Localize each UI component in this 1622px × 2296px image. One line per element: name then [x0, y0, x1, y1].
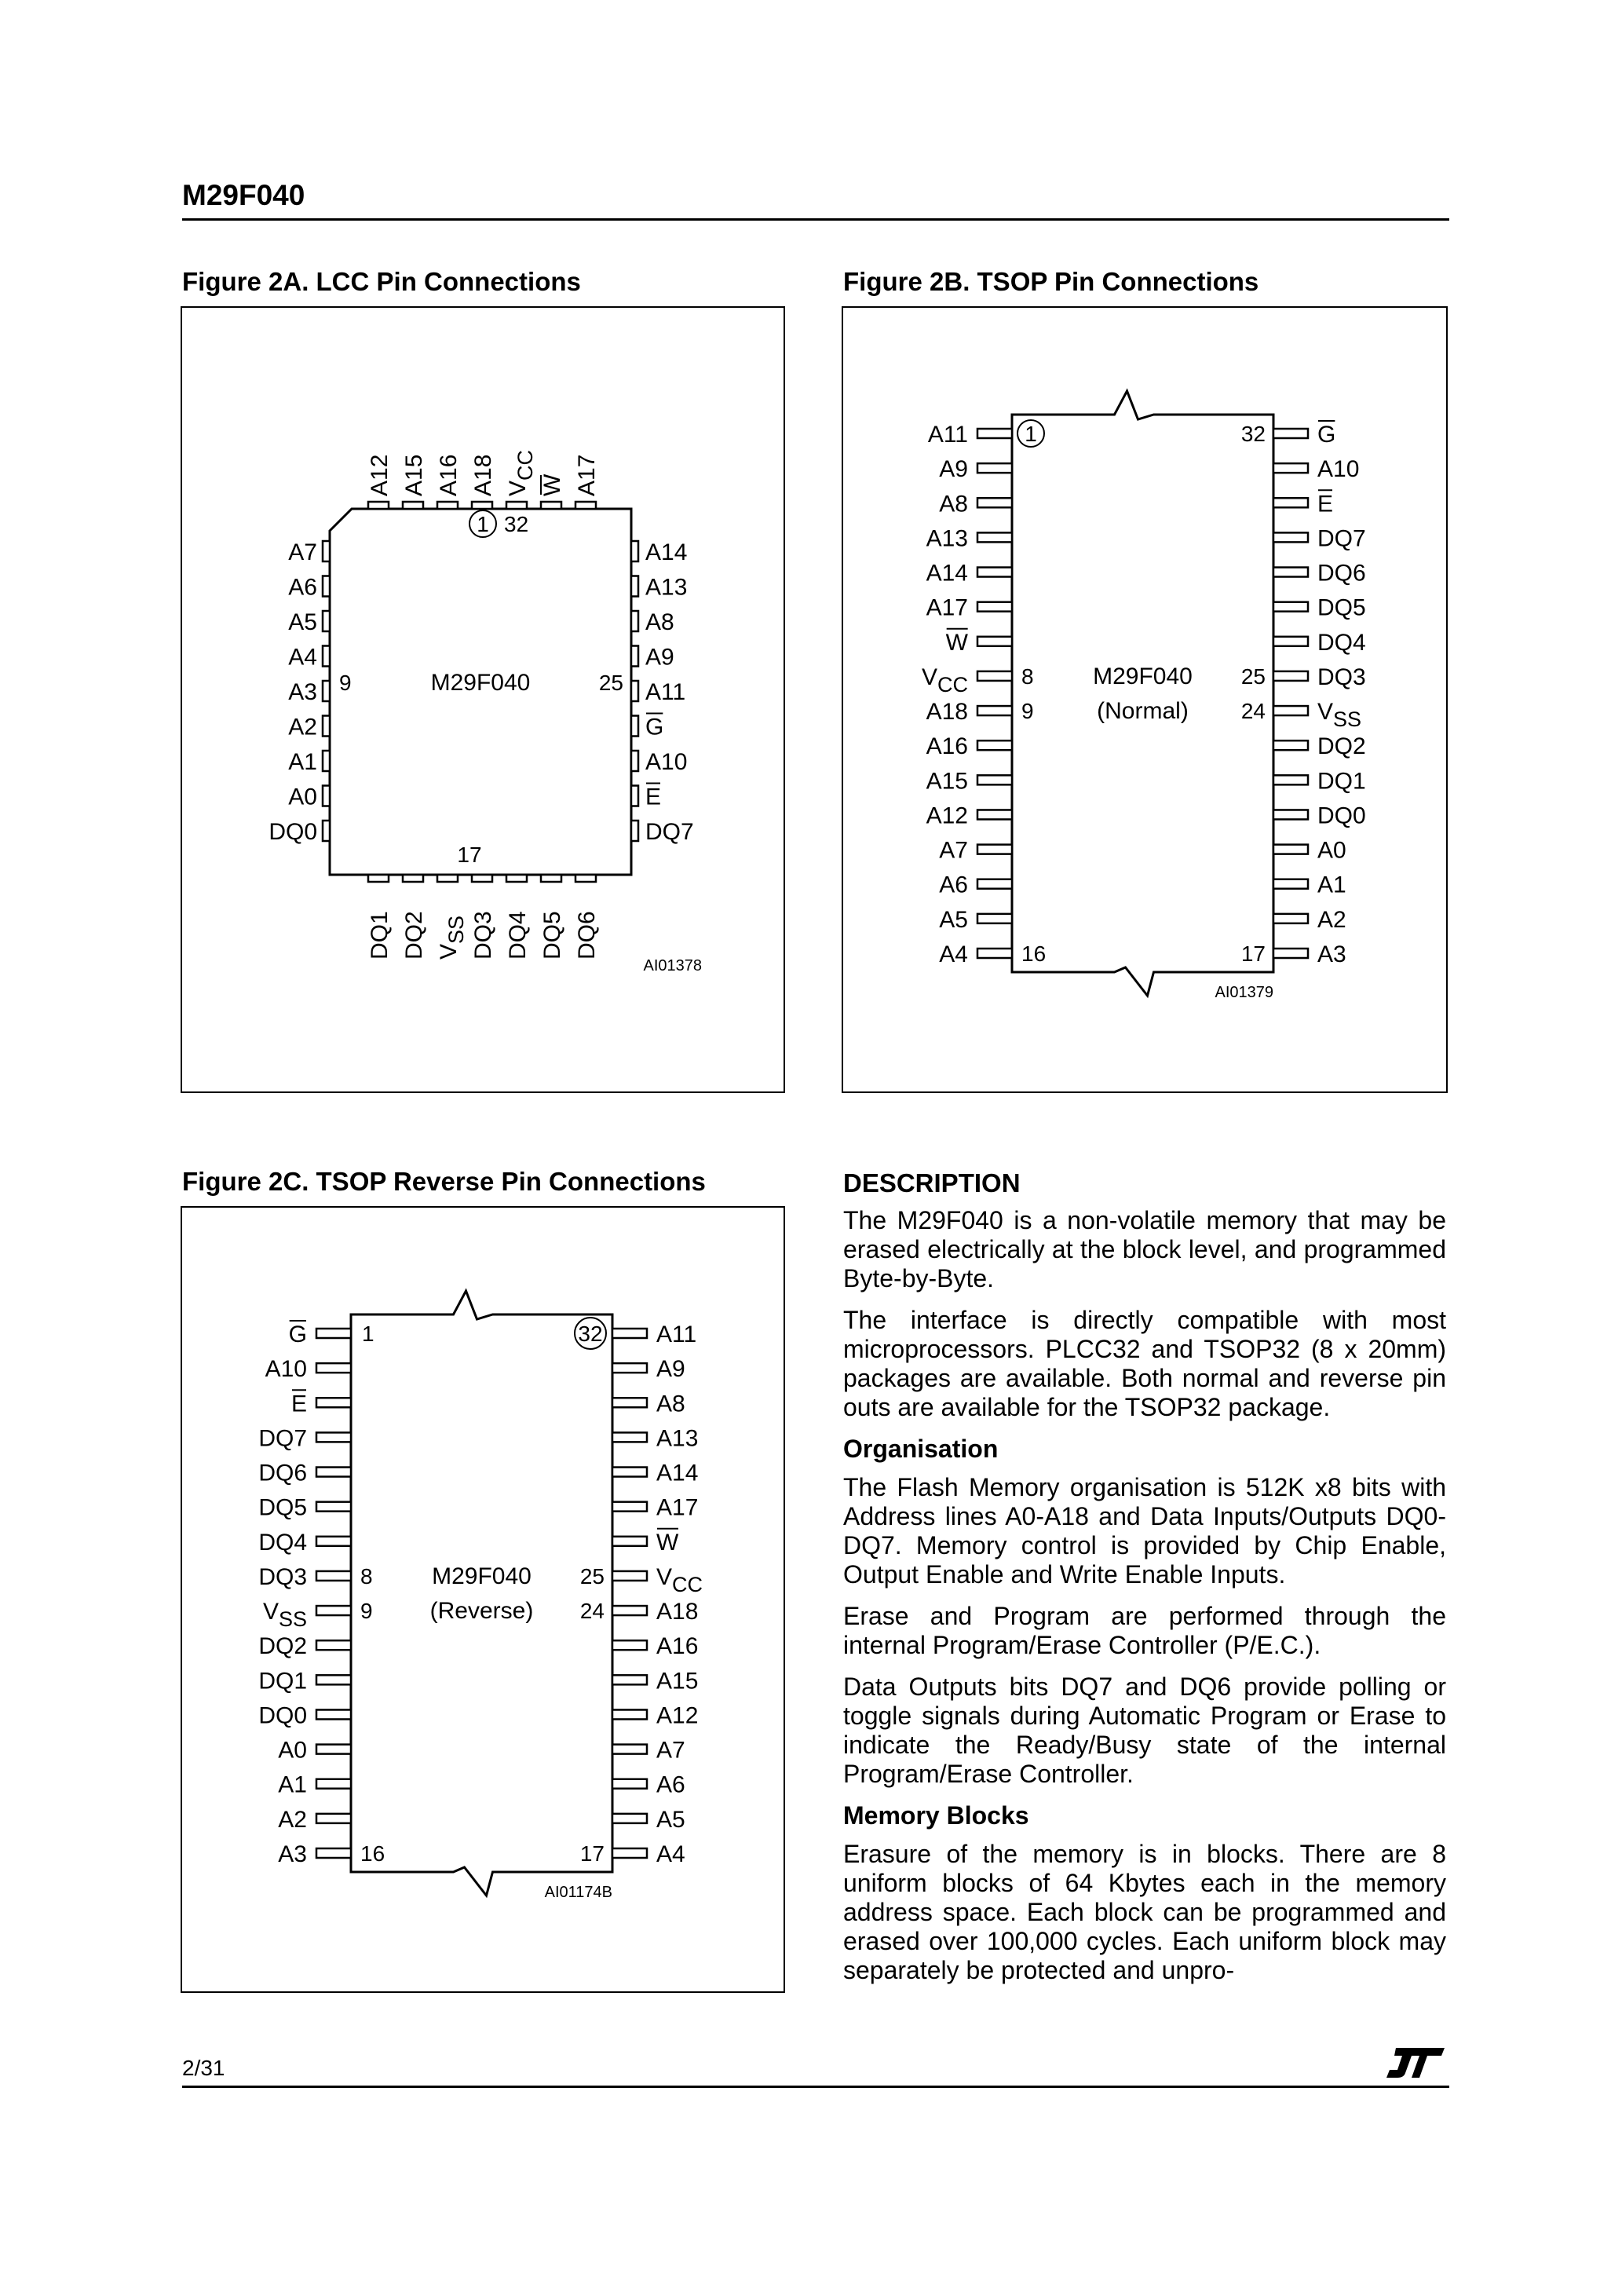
tsop-rev-right-pin [612, 1571, 647, 1581]
lcc-right-pin-label-a9: A9 [645, 644, 674, 671]
lcc-right-pin-label-a11: A11 [645, 679, 686, 705]
lcc-left-pin [323, 611, 330, 631]
figure-2c-box [181, 1206, 785, 1993]
tsop-left-pin [977, 740, 1012, 750]
lcc-bottom-pin-label-vss: VSS [436, 915, 468, 960]
tsop-left-pin [977, 810, 1012, 819]
tsop-left-pin-label-a9: A9 [939, 456, 968, 483]
tsop-right-pin-label-g: G [1317, 422, 1336, 448]
tsop-right-pin-label-dq2: DQ2 [1317, 733, 1366, 760]
tsop-left-pin [977, 637, 1012, 646]
tsop-rev-right-pin [612, 1745, 647, 1754]
lcc-left-pin-label-a4: A4 [288, 644, 317, 671]
tsop-rev-left-pin-label-dq0: DQ0 [258, 1702, 307, 1729]
lcc-left-pin [323, 821, 330, 841]
lcc-left-pin-label-a7: A7 [288, 539, 317, 565]
tsop-rev-right-pin [612, 1432, 647, 1442]
tsop-left-pin-label-vcc: VCC [921, 664, 968, 696]
tsop-right-pin-label-dq1: DQ1 [1317, 768, 1366, 795]
lcc-left-pin [323, 541, 330, 561]
tsop-rev-chip-name: M29F040 [432, 1563, 532, 1589]
lcc-bottom-pin [403, 875, 423, 882]
tsop-left-pin [977, 498, 1012, 507]
lcc-left-pin-label-a3: A3 [288, 679, 317, 705]
tsop-rev-left-pin [316, 1709, 351, 1719]
tsop-right-pin-label-a3: A3 [1317, 941, 1346, 967]
lcc-top-pin-label-a12: A12 [367, 454, 393, 496]
tsop-rev-left-pin-label-a3: A3 [278, 1841, 307, 1867]
lcc-left-pin [323, 786, 330, 806]
memory-blocks-heading: Memory Blocks [843, 1801, 1029, 1830]
tsop-rev-right-pin-label-a5: A5 [656, 1806, 685, 1833]
tsop-pin-9-number: 9 [1021, 699, 1034, 724]
tsop-rev-right-pin-label-vcc: VCC [656, 1563, 703, 1596]
tsop-rev-right-pin [612, 1329, 647, 1338]
tsop-rev-right-pin-label-a13: A13 [656, 1425, 699, 1452]
lcc-right-pin [631, 716, 638, 737]
lcc-right-pin-label-g: G [645, 714, 664, 740]
tsop-rev-right-pin [612, 1537, 647, 1546]
lcc-right-pin [631, 576, 638, 597]
tsop-pin-25-number: 25 [1240, 664, 1266, 689]
tsop-left-pin [977, 671, 1012, 681]
tsop-rev-left-pin-label-dq5: DQ5 [258, 1494, 307, 1521]
tsop-rev-right-pin-label-a18: A18 [656, 1599, 699, 1625]
lcc-pin-25-number: 25 [598, 671, 623, 695]
lcc-top-pin-label-a17: A17 [574, 454, 600, 496]
lcc-bottom-pin-label-dq1: DQ1 [367, 911, 393, 960]
figure-2a-box [181, 306, 785, 1093]
tsop-rev-left-pin-label-dq7: DQ7 [258, 1425, 307, 1452]
lcc-right-pin-label-a8: A8 [645, 609, 674, 635]
tsop-rev-left-pin [316, 1502, 351, 1512]
data-outputs-paragraph: Data Outputs bits DQ7 and DQ6 provide polling or toggle signals during Automatic Program or Erase to indicate the Ready/Busy state of the internal Program/Erase Controller. [843, 1673, 1446, 1788]
tsop-left-pin-label-a18: A18 [926, 699, 968, 726]
tsop-right-pin-label-a2: A2 [1317, 906, 1346, 933]
tsop-right-pin-label-e: E [1317, 491, 1334, 517]
tsop-rev-left-pin-label-a0: A0 [278, 1737, 307, 1764]
lcc-left-pin [323, 751, 330, 771]
tsop-chip-name: M29F040 [1093, 663, 1193, 689]
lcc-top-pin [403, 502, 423, 509]
lcc-left-pin [323, 716, 330, 737]
tsop-left-pin [977, 845, 1012, 854]
figure-2c-title: Figure 2C. TSOP Reverse Pin Connections [182, 1167, 706, 1196]
tsop-left-pin-label-a8: A8 [939, 491, 968, 517]
lcc-left-pin-label-a2: A2 [288, 714, 317, 740]
lcc-top-pin [506, 502, 527, 509]
tsop-rev-left-pin [316, 1398, 351, 1407]
tsop-right-pin [1273, 949, 1308, 958]
tsop-rev-pin-16-number: 16 [360, 1841, 385, 1866]
lcc-top-pin [368, 502, 389, 509]
lcc-pin-diagram [182, 308, 784, 1091]
tsop-left-pin-label-a17: A17 [926, 594, 968, 621]
tsop-rev-left-pin-label-dq4: DQ4 [258, 1529, 307, 1556]
page-number: 2/31 [182, 2056, 225, 2080]
tsop-rev-pin-32-marker: 32 [578, 1322, 603, 1347]
lcc-top-pin-label-a15: A15 [401, 454, 427, 496]
tsop-left-pin [977, 706, 1012, 715]
tsop-rev-left-pin-label-e: E [290, 1391, 307, 1417]
tsop-rev-left-pin [316, 1329, 351, 1338]
tsop-left-pin [977, 775, 1012, 784]
tsop-rev-right-pin-label-a8: A8 [656, 1391, 685, 1417]
tsop-left-pin-label-w: W [945, 629, 968, 656]
tsop-left-pin-label-a15: A15 [926, 768, 968, 795]
tsop-rev-left-pin [316, 1814, 351, 1823]
lcc-left-pin [323, 681, 330, 701]
tsop-right-pin-label-dq7: DQ7 [1317, 525, 1366, 552]
lcc-bottom-pin-label-dq3: DQ3 [470, 911, 496, 960]
lcc-bottom-pin-label-dq2: DQ2 [401, 911, 427, 960]
tsop-rev-right-pin-label-a17: A17 [656, 1494, 699, 1521]
tsop-right-pin [1273, 463, 1308, 473]
tsop-rev-left-pin-label-a10: A10 [265, 1356, 307, 1383]
lcc-right-pin [631, 821, 638, 841]
figure-2b-title: Figure 2B. TSOP Pin Connections [843, 267, 1259, 296]
tsop-rev-left-pin [316, 1848, 351, 1858]
tsop-rev-right-pin-label-a7: A7 [656, 1737, 685, 1764]
tsop-right-pin [1273, 498, 1308, 507]
tsop-right-pin [1273, 671, 1308, 681]
tsop-pin-8-number: 8 [1021, 664, 1034, 689]
tsop-left-pin-label-a16: A16 [926, 733, 968, 760]
lcc-chip-name: M29F040 [430, 670, 531, 696]
document-header-title: M29F040 [182, 179, 305, 211]
tsop-left-pin-label-a5: A5 [939, 906, 968, 933]
lcc-right-pin [631, 681, 638, 701]
tsop-right-pin [1273, 706, 1308, 715]
tsop-pin-16-number: 16 [1021, 941, 1047, 966]
tsop-rev-pin-24-number: 24 [579, 1599, 605, 1624]
lcc-top-pin [472, 502, 492, 509]
tsop-rev-left-pin-label-dq3: DQ3 [258, 1563, 307, 1590]
lcc-top-pin-label-a16: A16 [436, 454, 462, 496]
tsop-rev-left-pin-label-dq6: DQ6 [258, 1460, 307, 1486]
tsop-left-pin [977, 463, 1012, 473]
lcc-right-pin [631, 646, 638, 667]
tsop-rev-left-pin [316, 1675, 351, 1684]
tsop-right-pin-label-dq3: DQ3 [1317, 664, 1366, 690]
tsop-rev-right-pin-label-a11: A11 [656, 1322, 697, 1347]
lcc-left-pin-label-a1: A1 [288, 749, 317, 775]
tsop-rev-left-pin-label-vss: VSS [262, 1599, 307, 1632]
tsop-rev-pin-17-number: 17 [579, 1841, 605, 1866]
lcc-figure-code: AI01378 [643, 957, 702, 974]
tsop-left-pin [977, 879, 1012, 889]
lcc-left-pin [323, 576, 330, 597]
tsop-pin-diagram [843, 308, 1446, 1091]
tsop-rev-left-pin-label-a2: A2 [278, 1806, 307, 1833]
tsop-rev-right-pin [612, 1606, 647, 1615]
lcc-right-pin [631, 751, 638, 771]
tsop-chip-mode: (Normal) [1097, 698, 1189, 725]
tsop-rev-right-pin-label-w: W [656, 1529, 679, 1556]
tsop-left-pin-label-a4: A4 [939, 941, 968, 967]
lcc-right-pin [631, 541, 638, 561]
lcc-top-pin [437, 502, 458, 509]
tsop-left-pin [977, 914, 1012, 923]
tsop-right-pin-label-a1: A1 [1317, 872, 1346, 898]
tsop-left-pin-label-a13: A13 [926, 525, 968, 552]
tsop-rev-left-pin [316, 1745, 351, 1754]
tsop-left-pin-label-a11: A11 [927, 422, 968, 448]
tsop-rev-left-pin [316, 1537, 351, 1546]
tsop-rev-right-pin [612, 1779, 647, 1789]
figure-2b-box [842, 306, 1448, 1093]
lcc-left-pin-label-a0: A0 [288, 784, 317, 810]
tsop-rev-pin-1-number: 1 [362, 1322, 374, 1346]
lcc-pin-9-number: 9 [339, 671, 352, 695]
tsop-rev-right-pin [612, 1709, 647, 1719]
description-paragraph-1: The M29F040 is a non-volatile memory that may be erased electrically at the block level, and programmed Byte-by-Byte. [843, 1206, 1446, 1292]
tsop-right-pin [1273, 568, 1308, 577]
tsop-rev-right-pin-label-a9: A9 [656, 1356, 685, 1383]
lcc-left-pin-label-dq0: DQ0 [269, 819, 317, 845]
tsop-left-pin-label-a7: A7 [939, 837, 968, 864]
tsop-right-pin-label-dq6: DQ6 [1317, 560, 1366, 587]
st-logo [1385, 2045, 1446, 2081]
tsop-left-pin-label-a6: A6 [939, 872, 968, 898]
tsop-rev-left-pin-label-dq2: DQ2 [258, 1633, 307, 1660]
tsop-rev-left-pin [316, 1779, 351, 1789]
lcc-top-pin [575, 502, 596, 509]
lcc-left-pin-label-a6: A6 [288, 574, 317, 601]
tsop-figure-code: AI01379 [1215, 984, 1273, 1001]
lcc-bottom-pin-label-dq4: DQ4 [505, 911, 531, 960]
tsop-rev-right-pin-label-a14: A14 [656, 1460, 699, 1486]
tsop-rev-left-pin [316, 1571, 351, 1581]
lcc-bottom-pin [437, 875, 458, 882]
lcc-left-pin-label-a5: A5 [288, 609, 317, 635]
lcc-bottom-pin [368, 875, 389, 882]
tsop-rev-left-pin-label-dq1: DQ1 [258, 1668, 307, 1695]
lcc-right-pin [631, 786, 638, 806]
lcc-right-pin-label-a13: A13 [645, 574, 688, 601]
description-paragraph-2: The interface is directly compatible with most microprocessors. PLCC32 and TSOP32 (8 x 20mm) packages are available. Both normal and reverse pin outs are available for the TSOP32 package. [843, 1306, 1446, 1421]
erase-program-paragraph: Erase and Program are performed through the internal Program/Erase Controller (P/E.C.). [843, 1602, 1446, 1659]
tsop-pin-24-number: 24 [1240, 699, 1266, 724]
tsop-rev-left-pin [316, 1640, 351, 1650]
tsop-rev-right-pin [612, 1640, 647, 1650]
tsop-right-pin-label-a10: A10 [1317, 456, 1360, 483]
tsop-left-pin [977, 568, 1012, 577]
tsop-rev-pin-9-number: 9 [360, 1599, 373, 1624]
lcc-right-pin [631, 611, 638, 631]
tsop-rev-left-pin [316, 1363, 351, 1373]
tsop-rev-left-pin [316, 1468, 351, 1477]
lcc-right-pin-label-e: E [645, 784, 662, 810]
lcc-bottom-pin [575, 875, 596, 882]
tsop-reverse-pin-diagram [182, 1208, 784, 1991]
tsop-rev-figure-code: AI01174B [544, 1884, 612, 1901]
tsop-rev-right-pin-label-a15: A15 [656, 1668, 699, 1695]
tsop-left-pin [977, 532, 1012, 542]
lcc-top-pin-label-vcc: VCC [505, 449, 537, 496]
tsop-rev-right-pin [612, 1848, 647, 1858]
figure-2a-title: Figure 2A. LCC Pin Connections [182, 267, 581, 296]
tsop-rev-right-pin-label-a6: A6 [656, 1771, 685, 1798]
tsop-pin-32-number: 32 [1240, 422, 1266, 446]
lcc-pin-32-number: 32 [504, 512, 529, 536]
lcc-pin-1-marker: 1 [477, 512, 489, 537]
tsop-left-pin [977, 602, 1012, 612]
header-rule [182, 218, 1449, 221]
tsop-rev-right-pin [612, 1675, 647, 1684]
tsop-rev-chip-body [351, 1291, 612, 1896]
lcc-top-pin-label-a18: A18 [470, 454, 496, 496]
lcc-pin-17-number: 17 [457, 843, 482, 867]
tsop-right-pin [1273, 914, 1308, 923]
tsop-rev-left-pin [316, 1432, 351, 1442]
lcc-bottom-pin [472, 875, 492, 882]
description-section [843, 1168, 1446, 1985]
tsop-rev-chip-mode: (Reverse) [429, 1598, 534, 1625]
tsop-right-pin-label-dq0: DQ0 [1317, 803, 1366, 829]
tsop-left-pin [977, 949, 1012, 958]
tsop-rev-left-pin-label-g: G [288, 1322, 307, 1347]
tsop-rev-right-pin [612, 1363, 647, 1373]
tsop-right-pin-label-dq5: DQ5 [1317, 594, 1366, 621]
lcc-right-pin-label-a10: A10 [645, 749, 688, 775]
tsop-rev-right-pin [612, 1468, 647, 1477]
lcc-bottom-pin [541, 875, 561, 882]
description-heading: DESCRIPTION [843, 1168, 1021, 1197]
tsop-rev-right-pin-label-a12: A12 [656, 1702, 699, 1729]
tsop-left-pin-label-a12: A12 [926, 803, 968, 829]
tsop-right-pin [1273, 810, 1308, 819]
tsop-pin-1-marker: 1 [1025, 422, 1037, 447]
tsop-right-pin [1273, 429, 1308, 438]
tsop-rev-right-pin-label-a4: A4 [656, 1841, 685, 1867]
lcc-bottom-pin-label-dq5: DQ5 [539, 911, 565, 960]
lcc-top-pin-label-w: W [539, 473, 565, 496]
tsop-right-pin-label-vss: VSS [1317, 699, 1362, 732]
lcc-right-pin-label-dq7: DQ7 [645, 819, 694, 845]
memory-blocks-paragraph: Erasure of the memory is in blocks. There are 8 uniform blocks of 64 Kbytes each in the memory address space. Each block can be programmed and erased over 100,000 cycles. Each uniform block may separately be protected and unpro- [843, 1840, 1446, 1984]
tsop-rev-pin-8-number: 8 [360, 1563, 373, 1589]
tsop-right-pin [1273, 845, 1308, 854]
tsop-rev-left-pin [316, 1606, 351, 1615]
lcc-left-pin [323, 646, 330, 667]
tsop-right-pin [1273, 740, 1308, 750]
lcc-top-pin [541, 502, 561, 509]
tsop-rev-pin-25-number: 25 [579, 1563, 605, 1589]
tsop-right-pin [1273, 775, 1308, 784]
organisation-paragraph: The Flash Memory organisation is 512K x8 bits with Address lines A0-A18 and Data Inputs/Outputs DQ0-DQ7. Memory control is provided by Chip Enable, Output Enable and Write Enable Inputs. [843, 1473, 1446, 1589]
tsop-right-pin [1273, 879, 1308, 889]
tsop-right-pin-label-a0: A0 [1317, 837, 1346, 864]
footer-rule [182, 2086, 1449, 2088]
tsop-chip-body [1012, 391, 1273, 996]
tsop-rev-right-pin [612, 1398, 647, 1407]
tsop-right-pin [1273, 532, 1308, 542]
tsop-left-pin [977, 429, 1012, 438]
lcc-right-pin-label-a14: A14 [645, 539, 688, 565]
tsop-right-pin-label-dq4: DQ4 [1317, 629, 1366, 656]
tsop-left-pin-label-a14: A14 [926, 560, 968, 587]
tsop-rev-right-pin [612, 1814, 647, 1823]
tsop-rev-right-pin [612, 1502, 647, 1512]
lcc-bottom-pin-label-dq6: DQ6 [574, 911, 600, 960]
tsop-rev-right-pin-label-a16: A16 [656, 1633, 699, 1660]
tsop-right-pin [1273, 602, 1308, 612]
organisation-heading: Organisation [843, 1435, 999, 1463]
tsop-pin-17-number: 17 [1240, 941, 1266, 966]
lcc-bottom-pin [506, 875, 527, 882]
tsop-right-pin [1273, 637, 1308, 646]
tsop-rev-left-pin-label-a1: A1 [278, 1771, 307, 1798]
